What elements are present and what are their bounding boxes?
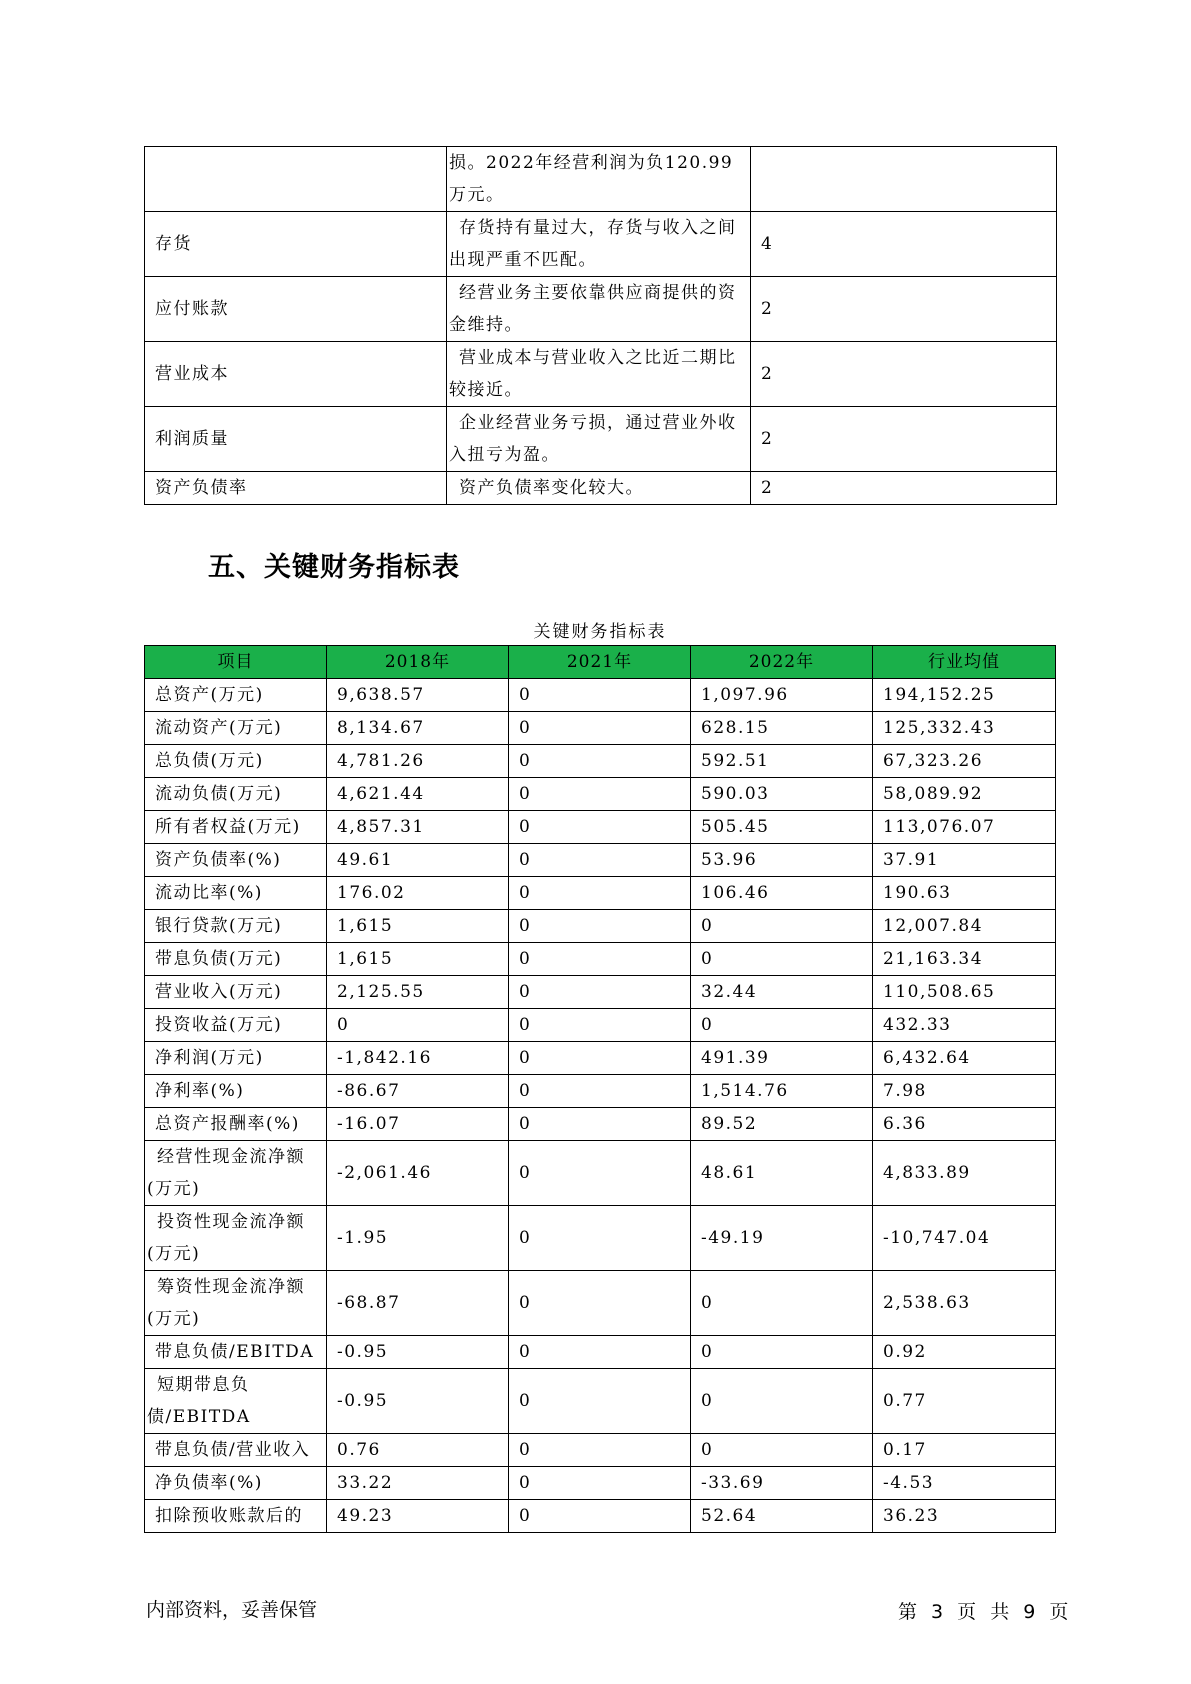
indicator-value: 12,007.84: [873, 910, 1056, 943]
indicator-value: 0: [509, 844, 691, 877]
table-row: [145, 342, 1057, 407]
table-row: [145, 472, 1057, 505]
indicator-value: -2,061.46: [327, 1141, 509, 1206]
indicator-value: -4.53: [873, 1467, 1056, 1500]
indicator-name: 总资产(万元): [145, 679, 327, 712]
indicator-name: 流动负债(万元): [145, 778, 327, 811]
indicator-value: 0: [691, 1271, 873, 1336]
indicator-value: 106.46: [691, 877, 873, 910]
table-header-row: [145, 646, 1056, 679]
risk-desc: 资产负债率变化较大。: [447, 472, 751, 505]
table-row: [145, 1271, 1056, 1336]
risk-score: 4: [751, 212, 1057, 277]
table-row: [145, 976, 1056, 1009]
table-row: [145, 1336, 1056, 1369]
indicator-value: 0.76: [327, 1434, 509, 1467]
indicator-value: 190.63: [873, 877, 1056, 910]
indicator-name: 净利润(万元): [145, 1042, 327, 1075]
indicator-value: 0: [691, 1369, 873, 1434]
table-row: [145, 1434, 1056, 1467]
indicator-value: -86.67: [327, 1075, 509, 1108]
indicator-value: 9,638.57: [327, 679, 509, 712]
indicator-value: 0: [509, 679, 691, 712]
indicator-value: 0: [509, 1075, 691, 1108]
table-row: [145, 712, 1056, 745]
indicator-value: 4,857.31: [327, 811, 509, 844]
indicator-value: 0: [691, 1434, 873, 1467]
indicator-name: 带息负债/营业收入: [145, 1434, 327, 1467]
table-row: [145, 778, 1056, 811]
table-row: [145, 1009, 1056, 1042]
section-title: 五、关键财务指标表: [208, 552, 460, 583]
risk-desc: 企业经营业务亏损，通过营业外收入扭亏为盈。: [447, 407, 751, 472]
indicator-name: 银行贷款(万元): [145, 910, 327, 943]
table-row: [145, 811, 1056, 844]
table-row: [145, 877, 1056, 910]
indicator-value: 2,125.55: [327, 976, 509, 1009]
header-cell: 项目: [145, 646, 327, 679]
table-row: [145, 1206, 1056, 1271]
indicator-name: 流动比率(%): [145, 877, 327, 910]
indicator-value: 590.03: [691, 778, 873, 811]
indicator-name: 流动资产(万元): [145, 712, 327, 745]
table-row: [145, 745, 1056, 778]
indicator-value: 0: [509, 745, 691, 778]
indicator-value: 4,621.44: [327, 778, 509, 811]
indicator-value: 592.51: [691, 745, 873, 778]
indicator-name: 资产负债率(%): [145, 844, 327, 877]
indicator-value: 6,432.64: [873, 1042, 1056, 1075]
indicator-value: 0: [509, 1434, 691, 1467]
indicator-value: 628.15: [691, 712, 873, 745]
table-row: [145, 1075, 1056, 1108]
indicator-value: 0: [509, 877, 691, 910]
indicator-value: -16.07: [327, 1108, 509, 1141]
indicator-value: 0: [509, 1369, 691, 1434]
indicator-value: 6.36: [873, 1108, 1056, 1141]
indicator-value: 0: [691, 943, 873, 976]
table-row: [145, 1141, 1056, 1206]
indicator-value: 0.17: [873, 1434, 1056, 1467]
indicator-value: 89.52: [691, 1108, 873, 1141]
indicator-value: 37.91: [873, 844, 1056, 877]
table-row: [145, 1500, 1056, 1533]
indicator-value: 4,833.89: [873, 1141, 1056, 1206]
indicator-name: 筹资性现金流净额(万元): [145, 1271, 327, 1336]
indicator-value: 0.92: [873, 1336, 1056, 1369]
indicator-value: 8,134.67: [327, 712, 509, 745]
footer-page-number: 第 3 页 共 9 页: [898, 1601, 1070, 1623]
indicator-value: 0: [509, 1467, 691, 1500]
indicator-name: 短期带息负债/EBITDA: [145, 1369, 327, 1434]
indicator-name: 营业收入(万元): [145, 976, 327, 1009]
risk-score: 2: [751, 342, 1057, 407]
indicator-value: 2,538.63: [873, 1271, 1056, 1336]
indicator-value: -49.19: [691, 1206, 873, 1271]
indicator-name: 带息负债(万元): [145, 943, 327, 976]
indicator-value: 0: [509, 910, 691, 943]
indicator-value: -1.95: [327, 1206, 509, 1271]
table-row: [145, 844, 1056, 877]
risk-item: 资产负债率: [145, 472, 447, 505]
risk-item: 存货: [145, 212, 447, 277]
risk-desc: 损。2022年经营利润为负120.99万元。: [447, 147, 751, 212]
indicator-value: 125,332.43: [873, 712, 1056, 745]
table-row: [145, 1108, 1056, 1141]
risk-score: [751, 147, 1057, 212]
risk-item: [145, 147, 447, 212]
indicator-value: 0.77: [873, 1369, 1056, 1434]
indicator-value: 0: [509, 1141, 691, 1206]
indicator-value: 0: [509, 811, 691, 844]
indicator-name: 总负债(万元): [145, 745, 327, 778]
indicator-value: 0: [509, 943, 691, 976]
indicator-value: 21,163.34: [873, 943, 1056, 976]
indicator-value: -0.95: [327, 1336, 509, 1369]
indicator-value: 1,514.76: [691, 1075, 873, 1108]
indicator-value: 0: [509, 1336, 691, 1369]
indicator-name: 经营性现金流净额(万元): [145, 1141, 327, 1206]
indicator-value: 0: [509, 1206, 691, 1271]
indicator-value: -68.87: [327, 1271, 509, 1336]
indicator-value: 67,323.26: [873, 745, 1056, 778]
indicator-value: 36.23: [873, 1500, 1056, 1533]
indicator-name: 投资性现金流净额(万元): [145, 1206, 327, 1271]
header-cell: 2021年: [509, 646, 691, 679]
indicator-value: 58,089.92: [873, 778, 1056, 811]
risk-item: 利润质量: [145, 407, 447, 472]
indicator-value: 1,097.96: [691, 679, 873, 712]
table-row: [145, 910, 1056, 943]
indicator-value: 0: [509, 976, 691, 1009]
indicator-value: 0: [509, 778, 691, 811]
header-cell: 2022年: [691, 646, 873, 679]
indicator-value: 0: [691, 1009, 873, 1042]
risk-score: 2: [751, 277, 1057, 342]
indicator-value: 1,615: [327, 910, 509, 943]
indicator-name: 总资产报酬率(%): [145, 1108, 327, 1141]
risk-table: [144, 146, 1057, 505]
indicator-value: 32.44: [691, 976, 873, 1009]
table-caption: 关键财务指标表: [533, 622, 667, 642]
indicator-value: 0: [691, 1336, 873, 1369]
risk-score: 2: [751, 407, 1057, 472]
indicator-value: 0: [509, 1500, 691, 1533]
table-row: [145, 1369, 1056, 1434]
indicator-value: 194,152.25: [873, 679, 1056, 712]
table-row: [145, 147, 1057, 212]
indicator-value: -33.69: [691, 1467, 873, 1500]
indicator-value: 113,076.07: [873, 811, 1056, 844]
indicator-value: 0: [509, 1271, 691, 1336]
indicator-value: 110,508.65: [873, 976, 1056, 1009]
indicator-value: 0: [509, 1009, 691, 1042]
table-row: [145, 277, 1057, 342]
indicator-name: 投资收益(万元): [145, 1009, 327, 1042]
table-row: [145, 1042, 1056, 1075]
footer-confidential-note: 内部资料，妥善保管: [146, 1599, 318, 1621]
indicator-value: 4,781.26: [327, 745, 509, 778]
indicator-value: -0.95: [327, 1369, 509, 1434]
table-row: [145, 407, 1057, 472]
indicator-value: 176.02: [327, 877, 509, 910]
indicator-name: 净利率(%): [145, 1075, 327, 1108]
indicator-value: 48.61: [691, 1141, 873, 1206]
indicator-value: 0: [509, 1108, 691, 1141]
indicator-value: 0: [691, 910, 873, 943]
financial-indicators-table: [144, 645, 1056, 1533]
indicator-value: 53.96: [691, 844, 873, 877]
risk-desc: 经营业务主要依靠供应商提供的资金维持。: [447, 277, 751, 342]
indicator-name: 带息负债/EBITDA: [145, 1336, 327, 1369]
header-cell: 行业均值: [873, 646, 1056, 679]
risk-score: 2: [751, 472, 1057, 505]
table-row: [145, 212, 1057, 277]
indicator-value: 505.45: [691, 811, 873, 844]
indicator-value: 7.98: [873, 1075, 1056, 1108]
indicator-name: 扣除预收账款后的: [145, 1500, 327, 1533]
risk-desc: 营业成本与营业收入之比近二期比较接近。: [447, 342, 751, 407]
indicator-name: 所有者权益(万元): [145, 811, 327, 844]
indicator-value: 49.61: [327, 844, 509, 877]
indicator-value: 0: [327, 1009, 509, 1042]
indicator-name: 净负债率(%): [145, 1467, 327, 1500]
indicator-value: -1,842.16: [327, 1042, 509, 1075]
indicator-value: 0: [509, 712, 691, 745]
table-row: [145, 679, 1056, 712]
indicator-value: 49.23: [327, 1500, 509, 1533]
indicator-value: 491.39: [691, 1042, 873, 1075]
table-row: [145, 943, 1056, 976]
indicator-value: 33.22: [327, 1467, 509, 1500]
indicator-value: 1,615: [327, 943, 509, 976]
indicator-value: 0: [509, 1042, 691, 1075]
risk-item: 应付账款: [145, 277, 447, 342]
risk-desc: 存货持有量过大，存货与收入之间出现严重不匹配。: [447, 212, 751, 277]
risk-item: 营业成本: [145, 342, 447, 407]
header-cell: 2018年: [327, 646, 509, 679]
table-row: [145, 1467, 1056, 1500]
indicator-value: 52.64: [691, 1500, 873, 1533]
indicator-value: -10,747.04: [873, 1206, 1056, 1271]
indicator-value: 432.33: [873, 1009, 1056, 1042]
